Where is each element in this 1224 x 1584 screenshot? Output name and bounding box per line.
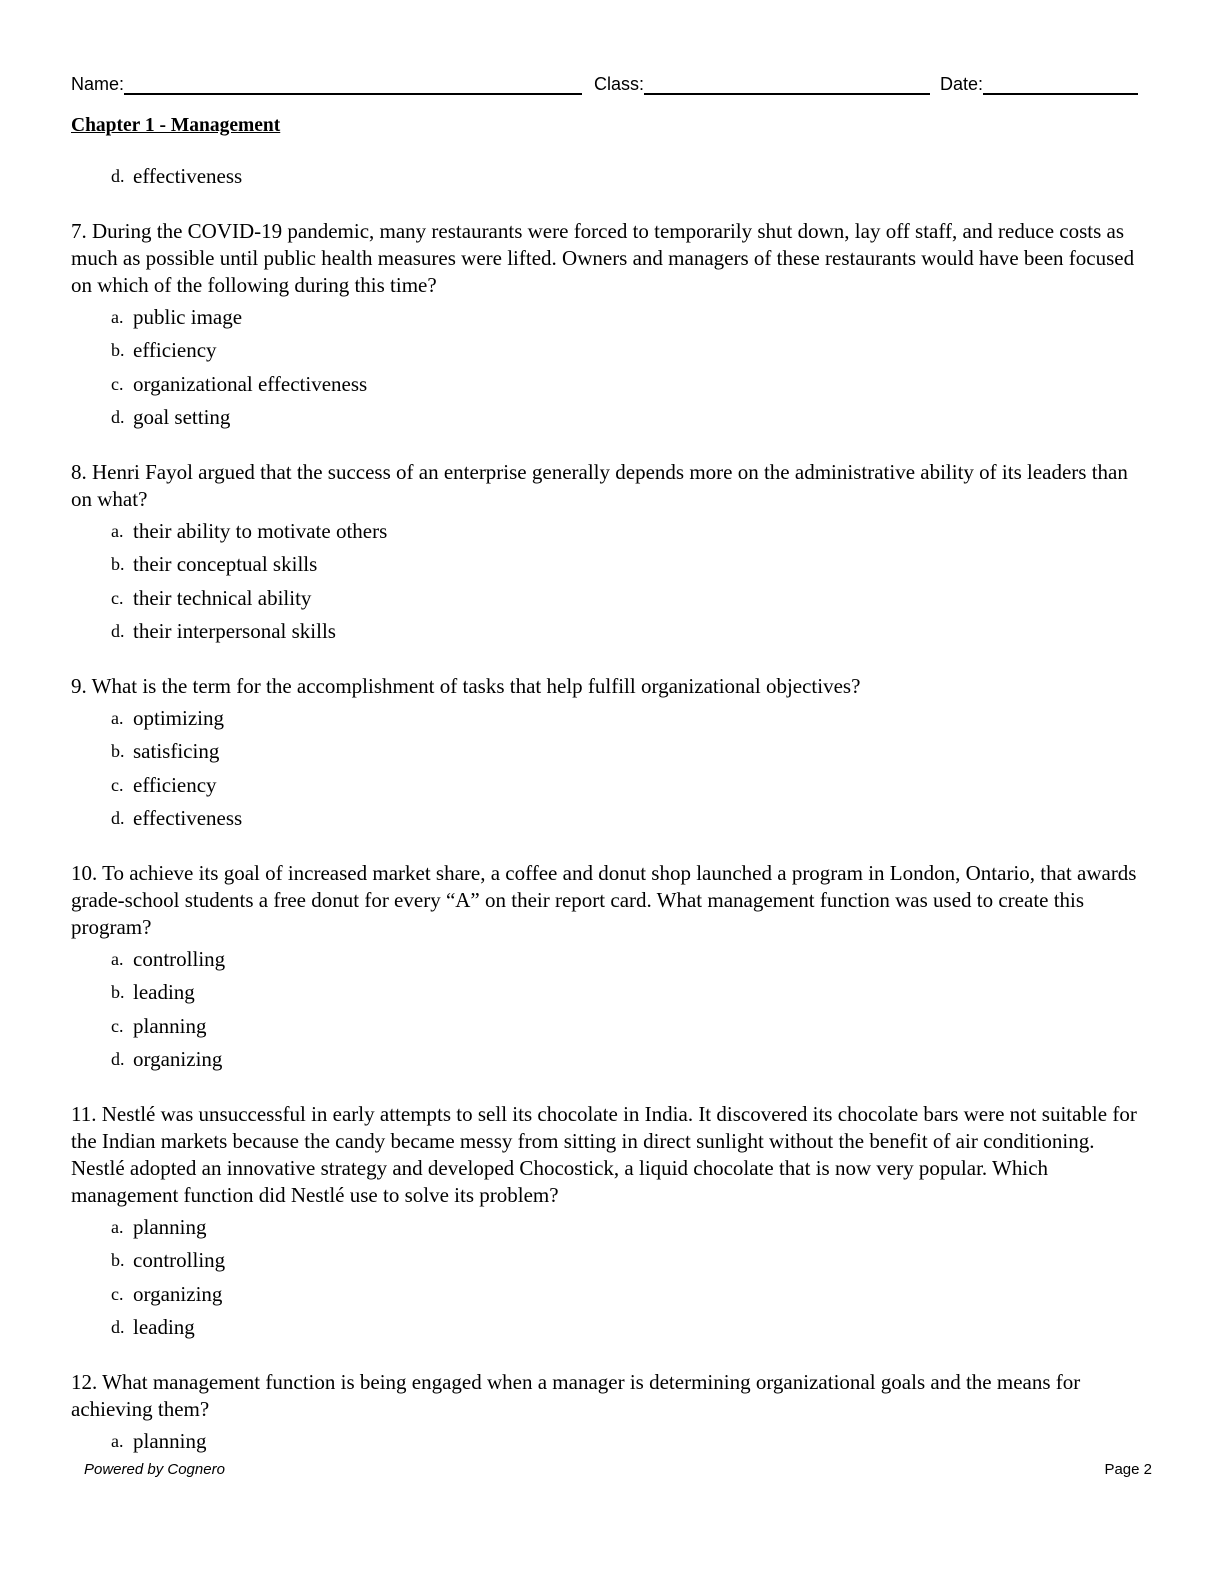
option-text: goal setting [133,405,231,430]
answer-option [71,1311,1141,1345]
option-text: planning [133,1428,207,1453]
answer-option [71,802,1141,836]
answer-option [71,976,1141,1010]
question-text: 8. Henri Fayol argued that the success of an enterprise generally depends more on the administrative ability of its leaders than on what? [71,459,1128,511]
option-letter: d. [111,1049,125,1070]
option-text: planning [133,1013,207,1038]
option-letter: d. [111,407,125,428]
option-text: their ability to motivate others [133,518,388,543]
answer-option [71,1043,1141,1077]
date-label: Date: [940,74,984,94]
option-letter: d. [111,1317,125,1338]
answer-option [71,735,1141,769]
answer-option [71,943,1141,977]
option-letter: a. [111,948,124,969]
option-letter: a. [111,1216,124,1237]
option-text: leading [133,1315,195,1340]
header [71,71,1143,97]
option-text: organizing [133,1281,223,1306]
option-text: planning [133,1214,207,1239]
question-text: 11. Nestlé was unsuccessful in early attempts to sell its chocolate in India. It discovered its chocolate bars were not suitable for the Indian markets because the candy became messy from sitting in direct sunlight without the benefit of air conditioning. Nestlé adopted an innovative strategy and developed Chocostick, a liquid chocolate that is now very popular. Which management function did Nestlé use to solve its problem? [71,1101,1137,1207]
date-line [983,71,1138,95]
name-line [124,71,582,95]
class-field [594,71,930,95]
option-text: controlling [133,1248,226,1273]
option-text: efficiency [133,772,217,797]
answer-option [71,615,1141,649]
option-letter: d. [111,621,125,642]
option-letter: c. [111,1015,124,1036]
option-letter: a. [111,1430,124,1451]
answer-option [71,334,1141,368]
option-letter: b. [111,982,125,1003]
option-text: organizing [133,1047,223,1072]
option-text: leading [133,980,195,1005]
answer-option [71,160,1141,194]
question [71,673,1141,836]
option-text: their technical ability [133,585,312,610]
option-letter: a. [111,707,124,728]
answer-option [71,1244,1141,1278]
powered-by: Powered by Cognero [84,1461,225,1478]
option-letter: b. [111,741,125,762]
answer-option [71,1278,1141,1312]
class-label: Class: [594,74,645,94]
option-text: their conceptual skills [133,552,318,577]
option-letter: c. [111,587,124,608]
option-text: controlling [133,946,226,971]
chapter-title: Chapter 1 - Management [71,115,281,136]
option-letter: b. [111,1250,125,1271]
name-label: Name: [71,74,125,94]
option-letter: b. [111,554,125,575]
option-text: their interpersonal skills [133,619,336,644]
answer-option [71,515,1141,549]
option-letter: d. [111,166,125,187]
question [71,160,1141,194]
option-text: satisficing [133,739,220,764]
option-text: effectiveness [133,806,243,831]
question [71,218,1141,435]
question [71,1369,1141,1459]
answer-option [71,548,1141,582]
option-letter: a. [111,520,124,541]
answer-option [71,1211,1141,1245]
option-text: public image [133,304,243,329]
answer-option [71,301,1141,335]
option-letter: a. [111,306,124,327]
question-list [71,160,1141,1482]
page-number: Page 2 [1104,1461,1152,1478]
question [71,860,1141,1077]
answer-option [71,582,1141,616]
option-text: organizational effectiveness [133,371,368,396]
option-letter: c. [111,373,124,394]
answer-option [71,769,1141,803]
answer-option [71,1425,1141,1459]
answer-option [71,368,1141,402]
option-text: effectiveness [133,164,243,189]
class-line [644,71,930,95]
name-field [71,71,582,95]
question-text: 7. During the COVID-19 pandemic, many restaurants were forced to temporarily shut down, lay off staff, and reduce costs as much as possible until public health measures were lifted. Owners and managers of these restaurants would have been focused on which of the following during this time? [71,218,1135,297]
option-letter: c. [111,1283,124,1304]
option-text: optimizing [133,705,224,730]
answer-option [71,702,1141,736]
option-letter: d. [111,808,125,829]
question-text: 12. What management function is being engaged when a manager is determining organizational goals and the means for achieving them? [71,1369,1081,1421]
option-text: efficiency [133,338,217,363]
option-letter: b. [111,340,125,361]
date-field [940,71,1138,95]
answer-option [71,401,1141,435]
option-letter: c. [111,774,124,795]
question [71,1101,1141,1345]
question [71,459,1141,649]
question-text: 9. What is the term for the accomplishment of tasks that help fulfill organizational objectives? [71,673,861,698]
question-text: 10. To achieve its goal of increased market share, a coffee and donut shop launched a program in London, Ontario, that awards grade-school students a free donut for every “A” on their report card. What management function was used to create this program? [71,860,1137,939]
answer-option [71,1010,1141,1044]
